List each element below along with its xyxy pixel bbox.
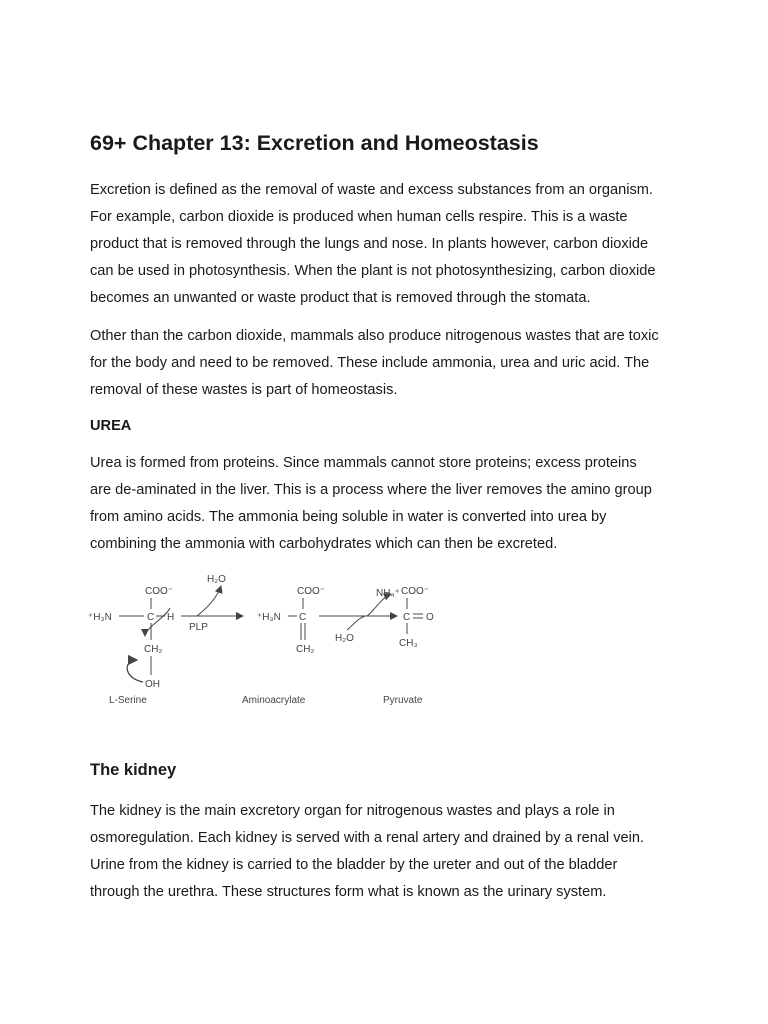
reaction-step-1	[181, 574, 243, 633]
nitrogenous-wastes-paragraph	[90, 323, 700, 404]
serine-methylene: CH₂	[144, 644, 163, 655]
aminoacrylate-alpha-carbon: C	[299, 612, 307, 623]
ammonium-product: NH₄⁺	[376, 588, 400, 599]
water-input-curve	[347, 616, 365, 630]
serine-carboxylate: COO⁻	[145, 586, 174, 597]
serine-amine: ⁺H₃N	[88, 612, 112, 623]
text-line: through the urethra. These structures form what is known as the urinary system.	[90, 884, 607, 900]
aminoacrylate-methylene: CH₂	[296, 644, 315, 655]
water-product: H₂O	[207, 574, 226, 585]
serine-structure	[88, 586, 174, 706]
pyruvate-carboxylate: COO⁻	[401, 586, 430, 597]
urea-heading: UREA	[90, 418, 132, 434]
serine-label: L-Serine	[109, 695, 147, 706]
text-line: Other than the carbon dioxide, mammals also produce nitrogenous wastes that are toxic	[90, 328, 659, 344]
pyruvate-structure	[383, 586, 434, 706]
pyruvate-methyl: CH₃	[399, 638, 418, 649]
text-line: The kidney is the main excretory organ for nitrogenous wastes and plays a role in	[90, 803, 615, 819]
serine-alpha-carbon: C	[147, 612, 155, 623]
aminoacrylate-amine: ⁺H₃N	[257, 612, 281, 623]
aminoacrylate-carboxylate: COO⁻	[297, 586, 326, 597]
text-line: osmoregulation. Each kidney is served with a renal artery and drained by a renal vein.	[90, 830, 645, 846]
text-line: becomes an unwanted or waste product that is removed through the stomata.	[90, 290, 591, 306]
text-line: combining the ammonia with carbohydrates which can then be excreted.	[90, 536, 558, 552]
text-line: product that is removed through the lungs and nose. In plants however, carbon dioxide	[90, 236, 649, 252]
urea-paragraph	[90, 450, 700, 558]
water-release-arrow	[197, 586, 221, 616]
text-line: For example, carbon dioxide is produced when human cells respire. This is a waste	[90, 209, 628, 225]
pyruvate-label: Pyruvate	[383, 695, 423, 706]
aminoacrylate-label: Aminoacrylate	[242, 695, 306, 706]
page-title: 69+ Chapter 13: Excretion and Homeostasis	[90, 131, 539, 155]
text-line: removal of these wastes is part of homeostasis.	[90, 382, 398, 398]
text-line: Urea is formed from proteins. Since mammals cannot store proteins; excess proteins	[90, 455, 637, 471]
reaction-step-2	[319, 588, 400, 644]
pyruvate-oxygen: O	[426, 612, 434, 623]
intro-paragraph	[90, 177, 700, 312]
serine-dehydratase-reaction-diagram	[85, 568, 445, 713]
text-line: Urine from the kidney is carried to the bladder by the ureter and out of the bladder	[90, 857, 618, 873]
plp-cofactor: PLP	[189, 622, 208, 633]
serine-hydroxyl: OH	[145, 679, 160, 690]
text-line: Excretion is defined as the removal of waste and excess substances from an organism.	[90, 182, 653, 198]
text-line: are de-aminated in the liver. This is a process where the liver removes the amino group	[90, 482, 652, 498]
text-line: for the body and need to be removed. These include ammonia, urea and uric acid. The	[90, 355, 650, 371]
pyruvate-carbonyl-carbon: C	[403, 612, 411, 623]
kidney-heading: The kidney	[90, 761, 177, 779]
kidney-paragraph	[90, 798, 700, 906]
electron-push-arrow	[127, 660, 143, 682]
aminoacrylate-structure	[242, 586, 325, 706]
text-line: can be used in photosynthesis. When the plant is not photosynthesizing, carbon dioxide	[90, 263, 656, 279]
water-reactant: H₂O	[335, 633, 354, 644]
text-line: from amino acids. The ammonia being soluble in water is converted into urea by	[90, 509, 607, 525]
serine-hydrogen: H	[167, 612, 175, 623]
